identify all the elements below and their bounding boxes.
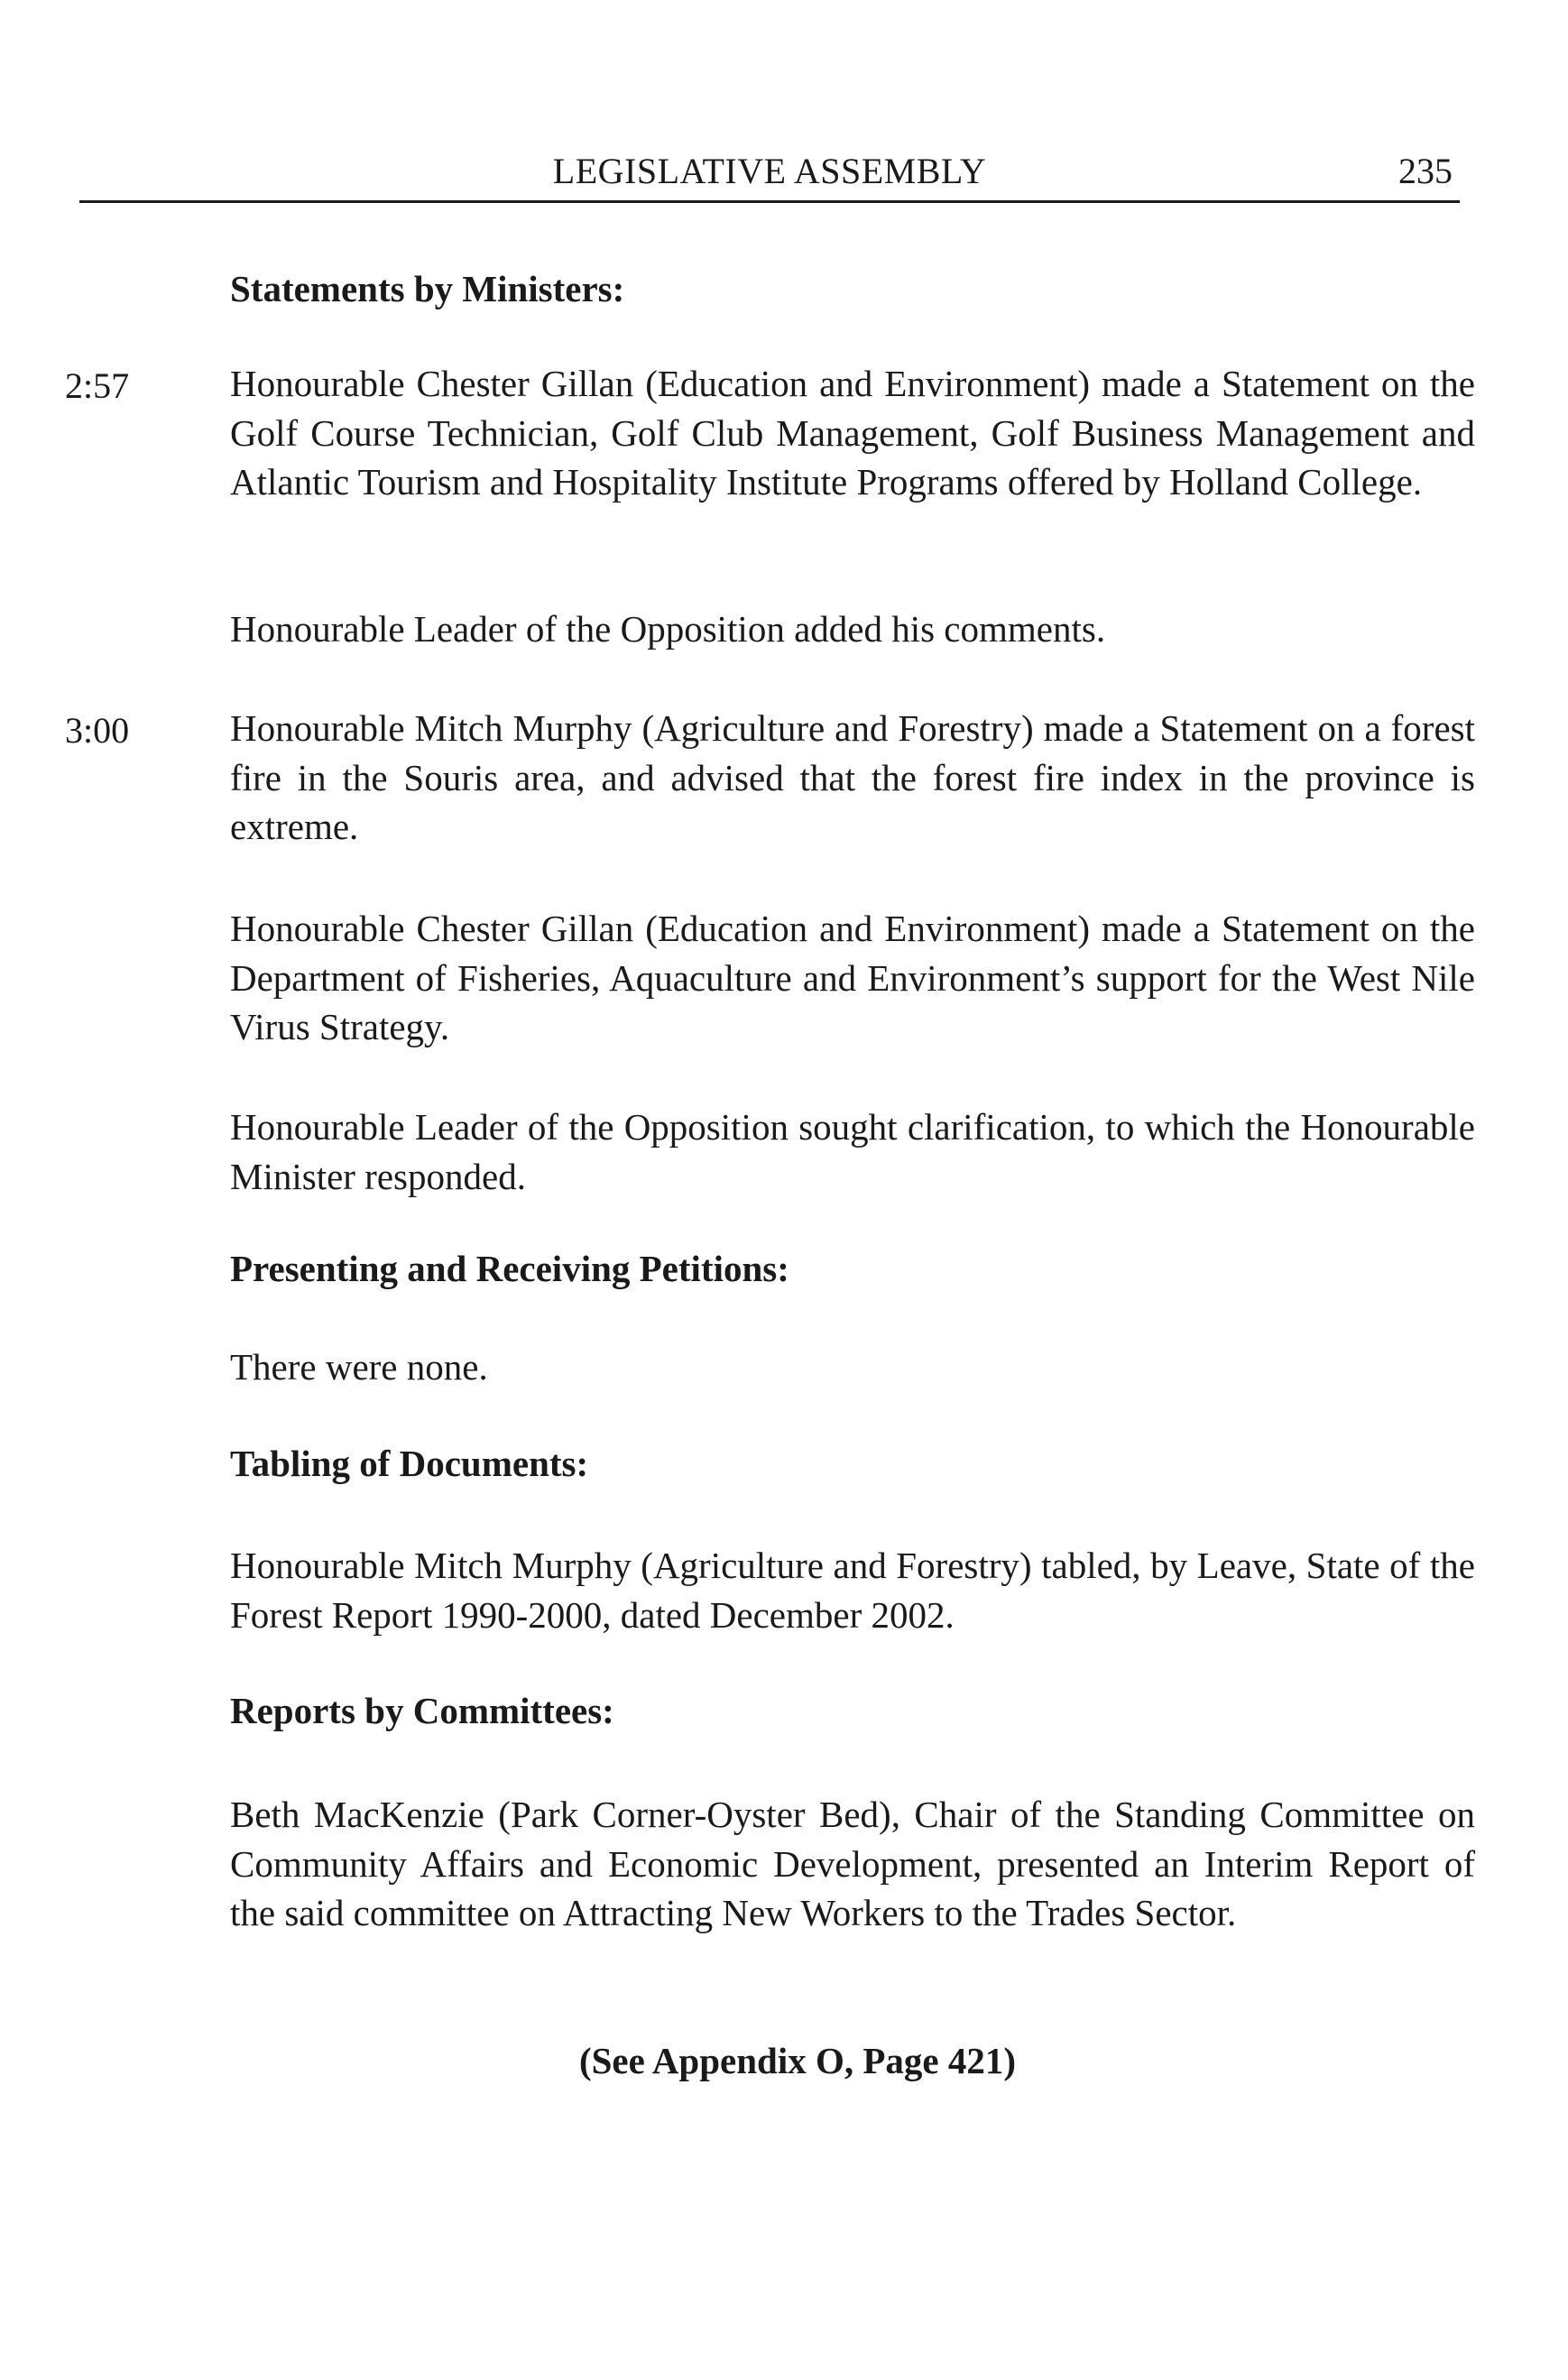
statement-paragraph: Honourable Chester Gillan (Education and Environment) made a Statement on the Golf Course Technician, Golf Club Management, Golf Business Management and Atlantic Tourism and Hospitality Institute Programs offered by Holland College. [230, 363, 1475, 503]
statement-paragraph: Honourable Leader of the Opposition added his comments. [230, 608, 1106, 650]
committees-paragraph: Beth MacKenzie (Park Corner-Oyster Bed), Chair of the Standing Committee on Community Affairs and Economic Development, presented an Interim Report of the said committee on Attracting New Workers to the Trades Sector. [230, 1794, 1475, 1933]
page-number: 235 [1398, 151, 1453, 191]
statement-paragraph: Honourable Mitch Murphy (Agriculture and Forestry) made a Statement on a forest fire in the Souris area, and advised that the forest fire index in the province is extreme. [230, 707, 1475, 847]
appendix-reference: (See Appendix O, Page 421) [578, 2040, 1017, 2081]
documents-paragraph: Honourable Mitch Murphy (Agriculture and Forestry) tabled, by Leave, State of the Forest Report 1990-2000, dated December 2002. [230, 1545, 1475, 1636]
statement-paragraph: Honourable Chester Gillan (Education and Environment) made a Statement on the Department of Fisheries, Aquaculture and Environment’s support for the West Nile Virus Strategy. [230, 908, 1475, 1047]
section-heading-statements: Statements by Ministers: [230, 268, 625, 309]
entry-time: 2:57 [65, 365, 130, 406]
petitions-paragraph: There were none. [230, 1346, 488, 1388]
section-heading-petitions: Presenting and Receiving Petitions: [230, 1248, 789, 1289]
page-header [79, 150, 1460, 203]
section-heading-documents: Tabling of Documents: [230, 1443, 589, 1484]
entry-time: 3:00 [65, 710, 130, 751]
statement-paragraph: Honourable Leader of the Opposition sought clarification, to which the Honourable Minister responded. [230, 1106, 1475, 1197]
running-title: LEGISLATIVE ASSEMBLY [552, 151, 987, 191]
section-heading-committees: Reports by Committees: [230, 1690, 614, 1731]
